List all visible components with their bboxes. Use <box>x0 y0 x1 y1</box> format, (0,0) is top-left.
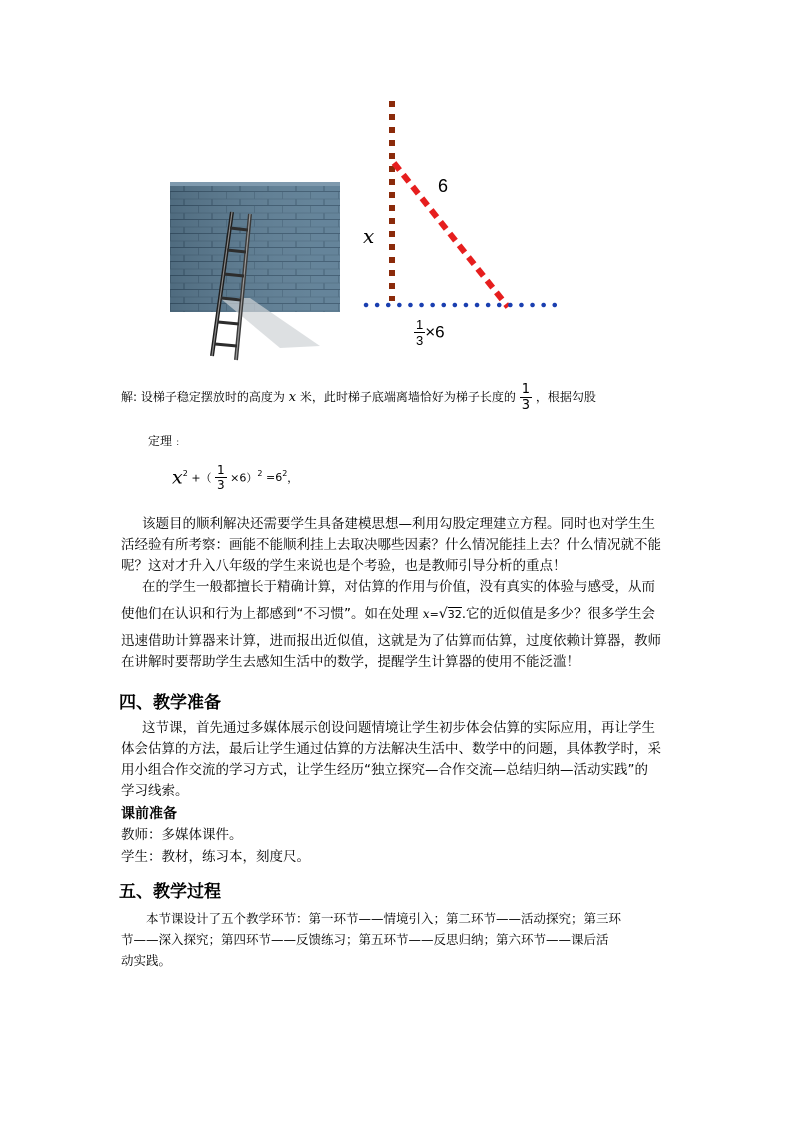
solution-text-b: 米，此时梯子底端离墙恰好为梯子长度的 <box>299 390 516 404</box>
para1-line-3: 呢？这对才升入八年级的学生来说也是个考验，也是教师引导分析的重点！ <box>121 558 567 574</box>
base-frac-den: 3 <box>416 333 424 348</box>
eq-equals: =6 <box>265 471 283 484</box>
eq-plus: +（ <box>191 471 212 485</box>
sqrt-symbol: √ <box>438 606 448 622</box>
solution-var-x: x <box>288 390 297 405</box>
section5-paragraph <box>121 908 681 971</box>
section5-line-2: 节——深入探究；第四环节——反馈练习；第五环节——反思归纳；第六环节——课后活 <box>121 932 609 947</box>
height-label: x <box>363 224 375 248</box>
eq-sup-3: 2 <box>282 468 288 478</box>
wall-ladder-illustration <box>170 178 350 363</box>
section4-line-2: 体会估算的方法，最后让学生通过估算的方法解决生活中、数学中的问题，具体教学时，采 <box>121 741 661 757</box>
triangle-diagram <box>360 95 570 325</box>
solution-text-c: ，根据勾股 <box>535 390 596 404</box>
para2-line-2 <box>121 604 681 625</box>
para2-line-2b: .它的近似值是多少？很多学生会 <box>461 606 656 622</box>
theorem-word: 定理 <box>148 434 173 448</box>
solution-line-2 <box>148 432 184 449</box>
solution-prefix: 解: <box>121 390 138 404</box>
para2-line-3: 迅速借助计算器来计算，进而报出近似值，这就是为了估算而估算，过度依赖计算器，教师 <box>121 633 661 649</box>
eq-end: ， <box>287 471 299 485</box>
solution-text-a: 设梯子稳定摆放时的高度为 <box>140 390 285 404</box>
section-title-process: 五、教学过程 <box>119 882 221 902</box>
section4-line-3: 用小组合作交流的学习方式，让学生经历“独立探究—合作交流—总结归纳—活动实践”的 <box>121 762 648 778</box>
subsection-title-prep: 课前准备 <box>121 806 177 822</box>
section5-line-1: 本节课设计了五个教学环节：第一环节——情境引入；第二环节——活动探究；第三环 <box>146 911 622 926</box>
base-label <box>414 318 445 347</box>
theorem-colon: ： <box>175 438 184 447</box>
section4-paragraph <box>121 718 681 802</box>
para2-x: x <box>422 607 430 621</box>
pythagorean-equation <box>172 464 298 491</box>
teacher-prep: 教师：多媒体课件。 <box>121 827 243 843</box>
para1-line-1: 该题目的顺利解决还需要学生具备建模思想—利用勾股定理建立方程。同时也对学生生 <box>142 516 655 532</box>
hypotenuse-label: 6 <box>438 176 449 196</box>
para2-line-2a: 使他们在认识和行为上都感到“不习惯”。如在处理 <box>121 606 419 622</box>
para2-eq: = <box>429 608 439 621</box>
section4-line-4: 学习线索。 <box>121 783 189 799</box>
solution-frac-num: 1 <box>521 382 531 397</box>
eq-frac-num: 1 <box>217 463 225 477</box>
para2-radicand: 32 <box>447 608 462 621</box>
para1-line-2: 活经验有所考察：画能不能顺利挂上去取决哪些因素？什么情况能挂上去？什么情况就不能 <box>121 537 661 553</box>
section-title-preparation: 四、教学准备 <box>119 693 221 713</box>
base-mult: ×6 <box>425 322 445 342</box>
paragraph-modeling <box>121 514 681 577</box>
para2-line-4: 在讲解时要帮助学生去感知生活中的数学，提醒学生计算器的使用不能泛滥！ <box>121 654 580 670</box>
eq-x: x <box>172 466 183 489</box>
solution-frac-den: 3 <box>521 398 531 413</box>
eq-mid: ×6） <box>230 471 258 485</box>
solution-line-1 <box>121 380 596 415</box>
para2-line-1: 在的学生一般都擅长于精确计算，对估算的作用与价值，没有真实的体验与感受，从而 <box>142 579 655 595</box>
section5-line-3: 动实践。 <box>121 953 172 968</box>
student-prep: 学生：教材，练习本，刻度尺。 <box>121 849 310 865</box>
eq-sup-2: 2 <box>257 468 263 478</box>
eq-sup-1: 2 <box>182 468 188 478</box>
section4-line-1: 这节课，首先通过多媒体展示创设问题情境让学生初步体会估算的实际应用，再让学生 <box>142 720 655 736</box>
eq-frac-den: 3 <box>217 478 225 492</box>
paragraph-estimation <box>121 577 681 673</box>
base-frac-num: 1 <box>416 317 424 332</box>
